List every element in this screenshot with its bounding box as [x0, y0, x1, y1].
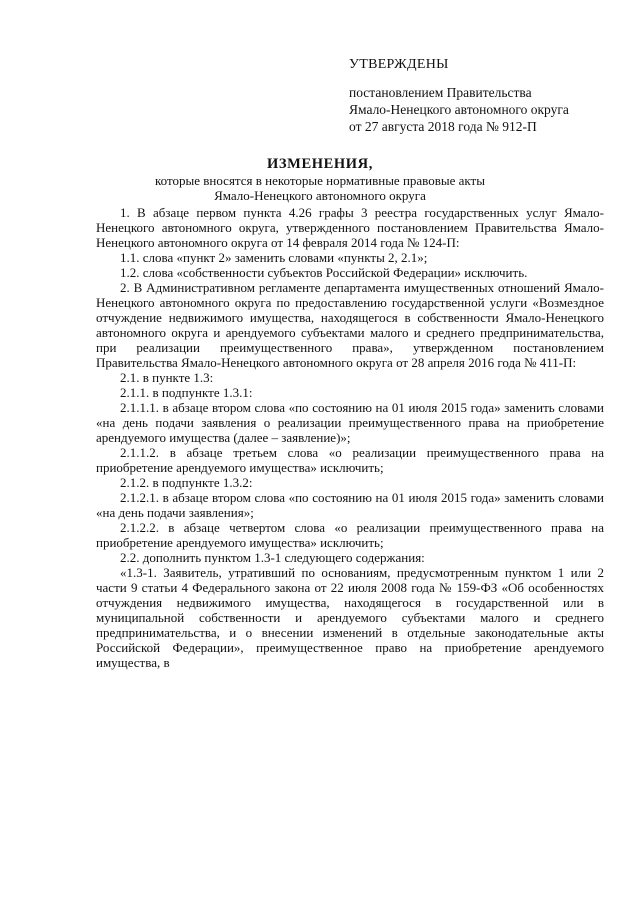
paragraph-2-1-1-1: 2.1.1.1. в абзаце втором слова «по состоянию на 01 июля 2015 года» заменить словами «на день подачи заявления о реализации преимущественного права на приобретение арендуемого имущества (далее – заявление)»; — [96, 400, 604, 445]
approval-block — [349, 56, 569, 135]
paragraph-2-1-2-1: 2.1.2.1. в абзаце втором слова «по состоянию на 01 июля 2015 года» заменить словами «на день подачи заявления»; — [96, 490, 604, 520]
paragraph-2-1-1-2: 2.1.1.2. в абзаце третьем слова «о реализации преимущественного права на приобретение арендуемого имущества» исключить; — [96, 445, 604, 475]
paragraph-2-1: 2.1. в пункте 1.3: — [120, 370, 214, 385]
approval-line: постановлением Правительства — [349, 85, 532, 100]
heading-subtitle: которые вносятся в некоторые нормативные правовые акты — [155, 173, 485, 188]
paragraph-2-2: 2.2. дополнить пунктом 1.3-1 следующего содержания: — [120, 550, 425, 565]
approval-line: Ямало-Ненецкого автономного округа — [349, 102, 569, 117]
paragraph-1: 1. В абзаце первом пункта 4.26 графы 3 реестра государственных услуг Ямало-Ненецкого автономного округа, утвержденного постановлением Правительства Ямало-Ненецкого автономного округа от 14 февраля 2014 года № 124-П: — [96, 205, 604, 250]
approval-line: от 27 августа 2018 года № 912-П — [349, 119, 537, 134]
document-heading — [0, 155, 640, 203]
paragraph-1-2: 1.2. слова «собственности субъектов Российской Федерации» исключить. — [120, 265, 528, 280]
heading-subtitle: Ямало-Ненецкого автономного округа — [214, 188, 426, 203]
paragraph-1-1: 1.1. слова «пункт 2» заменить словами «пункты 2, 2.1»; — [120, 250, 428, 265]
document-body — [96, 205, 604, 670]
paragraph-quote-1-3-1: «1.3-1. Заявитель, утративший по основаниям, предусмотренным пунктом 1 или 2 части 9 статьи 4 Федерального закона от 22 июля 2008 года № 159-ФЗ «Об особенностях отчуждения недвижимого имущества, находящегося в государственной или в муниципальной собственности и арендуемого субъектами малого и среднего предпринимательства, и о внесении изменений в отдельные законодательные акты Российской Федерации», преимущественное право на приобретение арендуемого имущества, в — [96, 565, 604, 670]
heading-title: ИЗМЕНЕНИЯ, — [267, 156, 373, 172]
approval-title: УТВЕРЖДЕНЫ — [349, 57, 449, 72]
paragraph-2: 2. В Административном регламенте департамента имущественных отношений Ямало-Ненецкого автономного округа по предоставлению государственной услуги «Возмездное отчуждение недвижимого имущества, находящегося в собственности Ямало-Ненецкого автономного округа и арендуемого субъектами малого и среднего предпринимательства, при реализации преимущественного права», утвержденном постановлением Правительства Ямало-Ненецкого автономного округа от 28 апреля 2016 года № 411-П: — [96, 280, 604, 370]
paragraph-2-1-1: 2.1.1. в подпункте 1.3.1: — [120, 385, 253, 400]
paragraph-2-1-2-2: 2.1.2.2. в абзаце четвертом слова «о реализации преимущественного права на приобретение арендуемого имущества» исключить; — [96, 520, 604, 550]
paragraph-2-1-2: 2.1.2. в подпункте 1.3.2: — [120, 475, 253, 490]
